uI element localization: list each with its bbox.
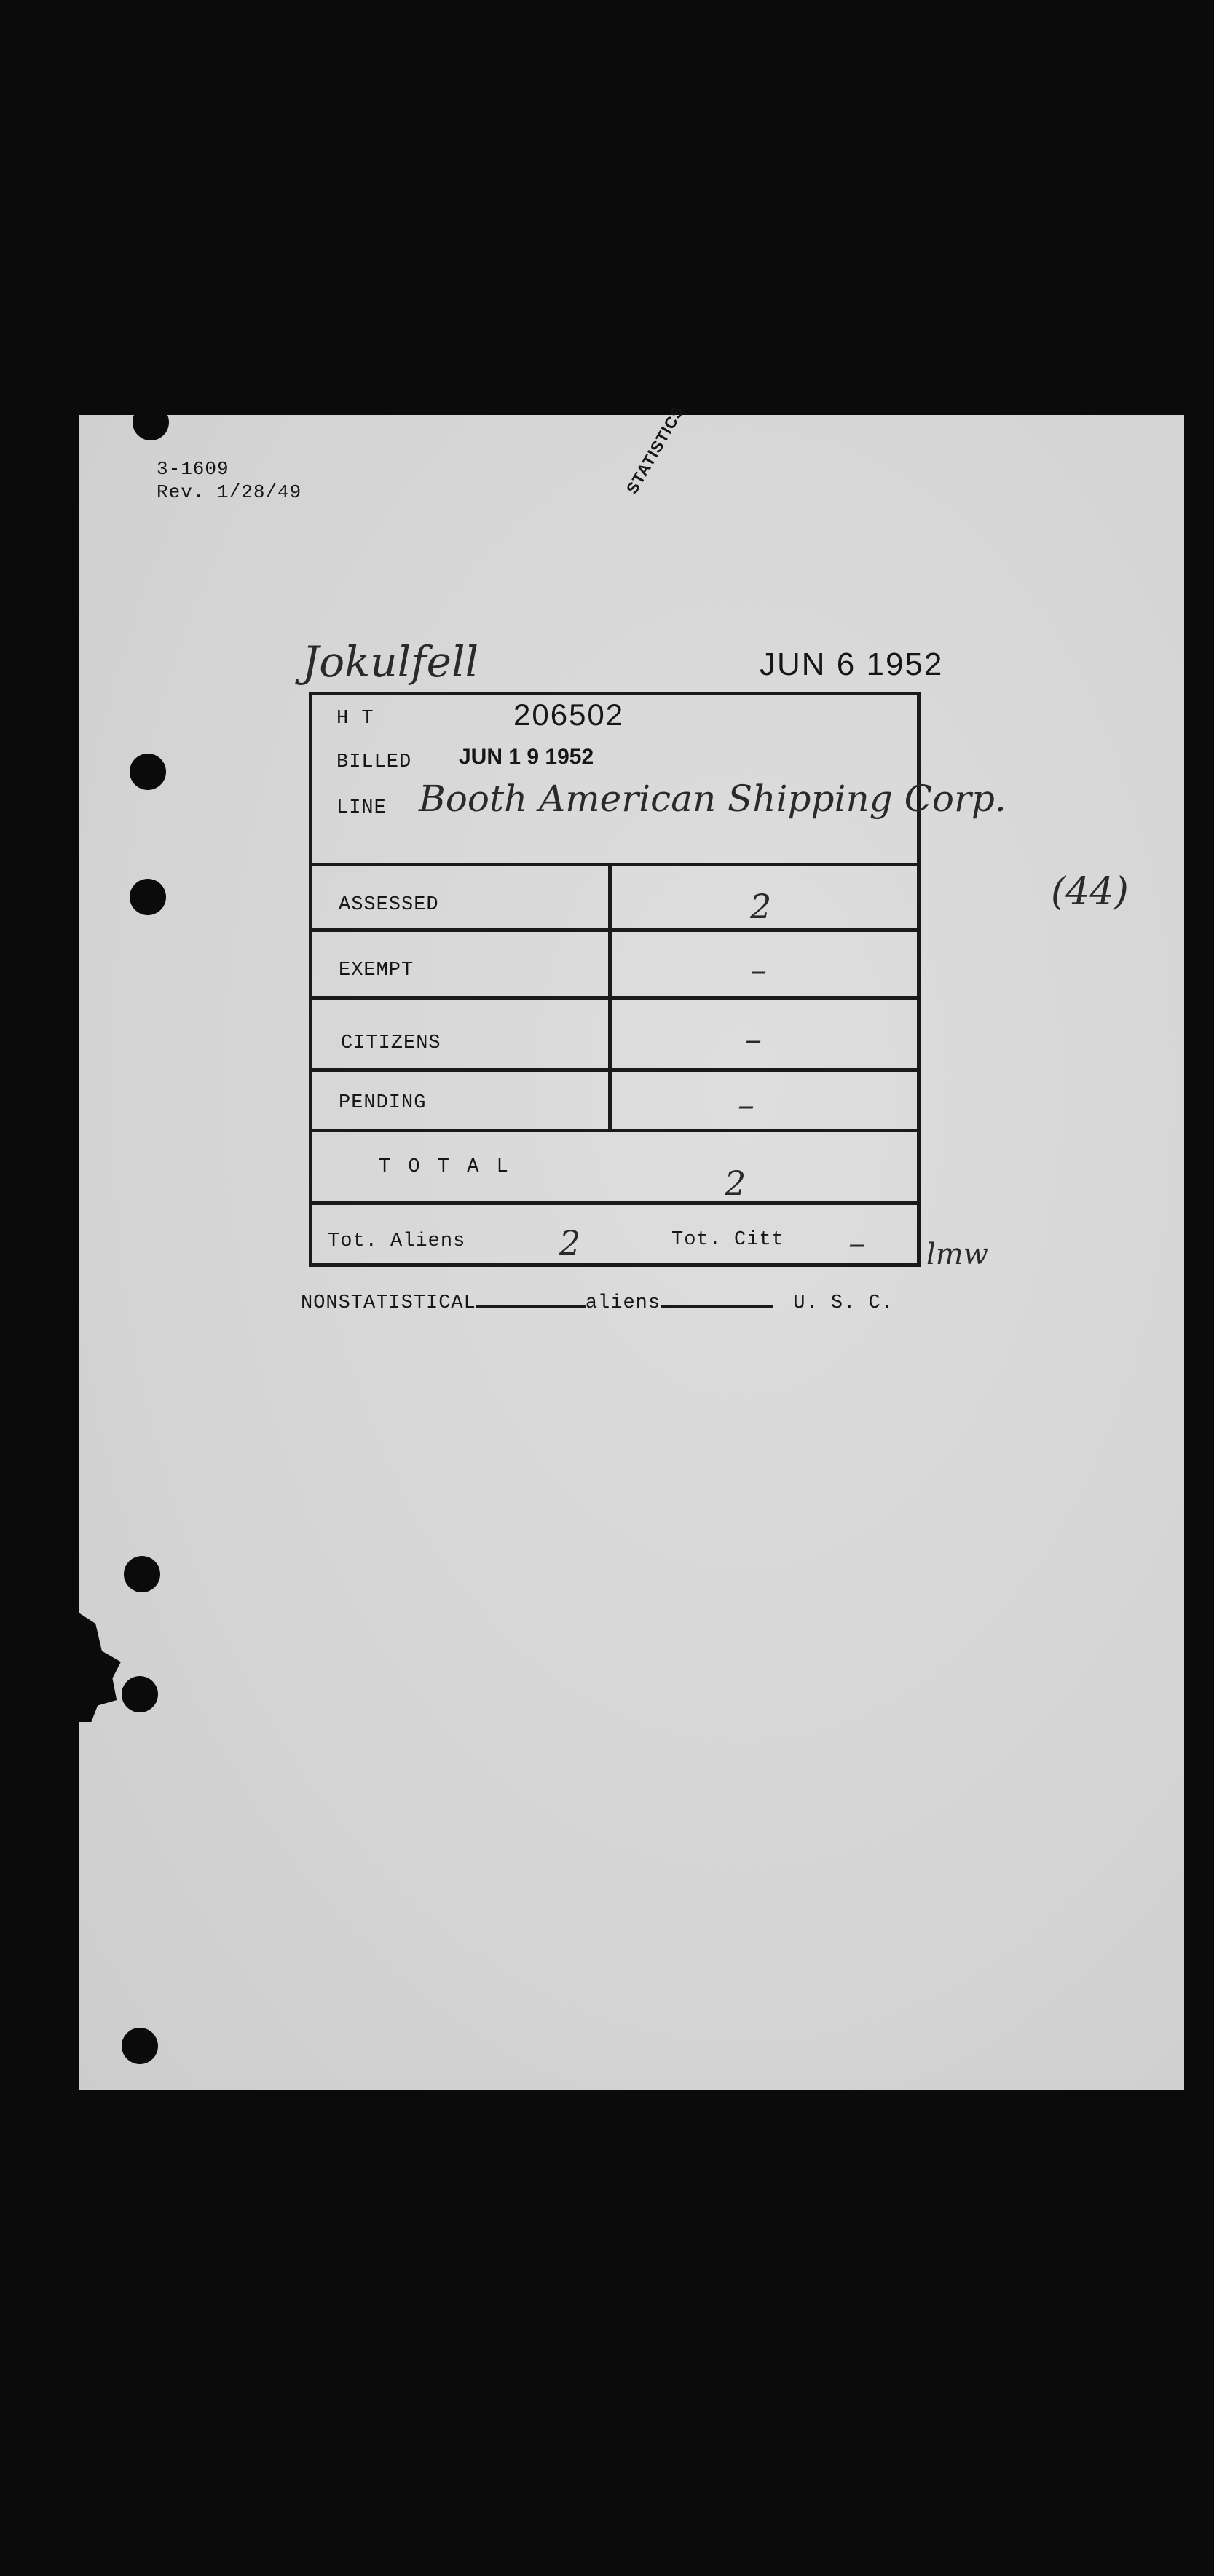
form-revision: Rev. 1/28/49	[157, 481, 302, 503]
row-value-pending: –	[738, 1085, 754, 1124]
total-citt-label: Tot. Citt	[671, 1229, 784, 1251]
punch-hole	[124, 1556, 160, 1592]
row-label-pending: PENDING	[339, 1092, 427, 1114]
usc-label: U. S. C.	[793, 1292, 894, 1314]
statistics-stamp: STATISTICS	[623, 403, 688, 497]
divider	[309, 928, 921, 932]
row-value-assessed: 2	[750, 887, 772, 926]
line-label: LINE	[336, 797, 387, 819]
total-aliens-value: 2	[559, 1223, 581, 1263]
divider	[309, 1201, 921, 1205]
row-label-assessed: ASSESSED	[339, 894, 439, 916]
form-number: 3-1609	[157, 458, 229, 480]
shipping-line: Booth American Shipping Corp.	[419, 778, 1006, 820]
punch-hole	[122, 2028, 158, 2064]
row-value-exempt: –	[750, 950, 767, 989]
ht-label: H T	[336, 708, 374, 730]
aliens-label: aliens	[585, 1292, 661, 1314]
ht-number: 206502	[513, 698, 625, 732]
row-label-citizens: CITIZENS	[341, 1032, 441, 1054]
divider	[309, 996, 921, 1000]
form-number-block	[157, 457, 301, 504]
punch-hole	[130, 754, 166, 790]
punch-hole	[122, 1676, 158, 1712]
column-divider	[608, 863, 612, 1132]
date-stamp: JUN 6 1952	[760, 647, 944, 682]
nonstatistical-label: NONSTATISTICAL	[301, 1292, 476, 1314]
total-aliens-label: Tot. Aliens	[328, 1230, 466, 1252]
total-citt-value: –	[848, 1223, 865, 1263]
row-label-exempt: EXEMPT	[339, 960, 414, 981]
punch-hole	[133, 404, 169, 440]
divider	[309, 1068, 921, 1072]
margin-note: (44)	[1051, 870, 1129, 914]
row-value-citizens: –	[745, 1019, 762, 1059]
blank-line	[476, 1305, 586, 1308]
nonstatistical-line	[301, 1292, 894, 1314]
clerk-initials: lmw	[926, 1238, 988, 1271]
punch-hole	[130, 879, 166, 915]
divider	[309, 1129, 921, 1132]
billed-date: JUN 1 9 1952	[459, 745, 594, 769]
total-value: 2	[725, 1163, 746, 1203]
total-label: T O T A L	[379, 1156, 511, 1178]
billed-label: BILLED	[336, 751, 412, 773]
blank-line	[661, 1305, 773, 1308]
vessel-name: Jokulfell	[302, 637, 479, 687]
divider	[309, 863, 921, 866]
